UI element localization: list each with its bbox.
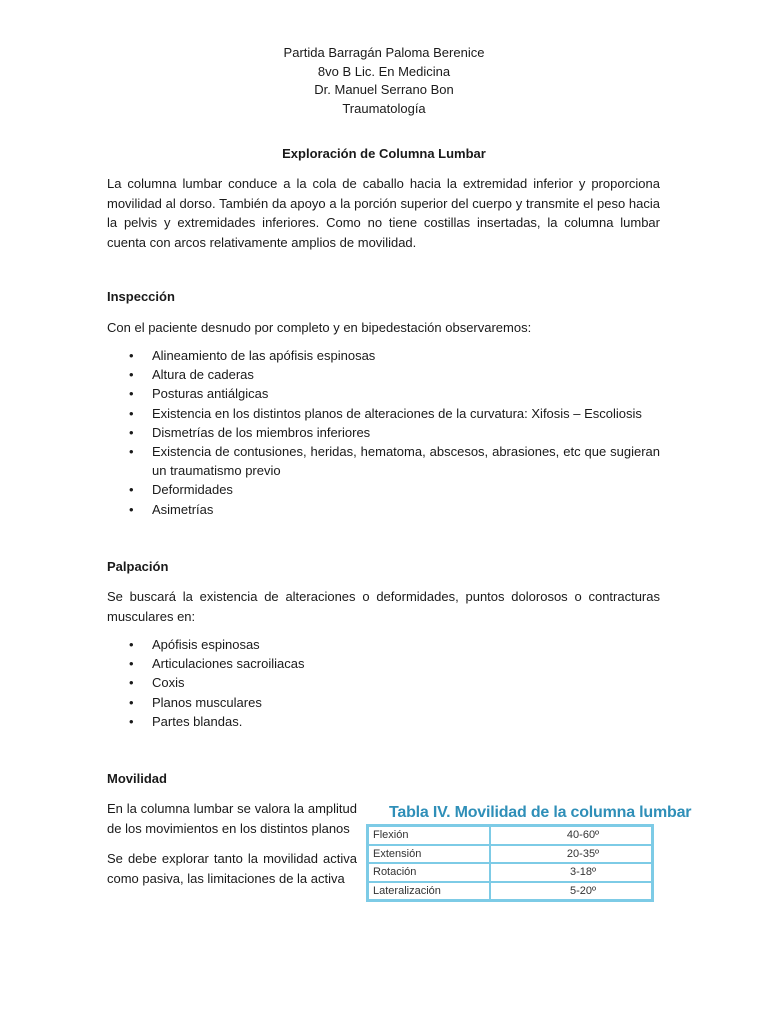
teacher-name: Dr. Manuel Serrano Bon <box>314 82 454 97</box>
list-item: • Articulaciones sacroiliacas <box>107 654 660 673</box>
document-header <box>0 44 768 118</box>
table-row <box>368 863 653 882</box>
inspeccion-text: Con el paciente desnudo por completo y en bipedestación observaremos: <box>107 320 532 335</box>
movilidad-text-2: Se debe explorar tanto la movilidad activa como pasiva, las limitaciones de la activa <box>107 851 357 886</box>
movilidad-text-1: En la columna lumbar se valora la amplitud de los movimientos en los distintos planos <box>107 801 357 836</box>
mobility-table <box>366 824 654 902</box>
movement-cell: Rotación <box>368 863 491 882</box>
table-row <box>368 826 653 845</box>
list-item: • Alineamiento de las apófisis espinosas <box>107 346 660 365</box>
movilidad-heading: Movilidad <box>107 771 167 786</box>
list-item: • Dismetrías de los miembros inferiores <box>107 423 660 442</box>
list-item: • Existencia de contusiones, heridas, hematoma, abscesos, abrasiones, etc que sugieran un traumatismo previo <box>107 442 660 480</box>
movement-cell: Lateralización <box>368 882 491 901</box>
list-item: • Coxis <box>107 673 660 692</box>
table-row <box>368 845 653 864</box>
range-cell: 20-35º <box>490 845 653 864</box>
movement-cell: Extensión <box>368 845 491 864</box>
list-item: • Posturas antiálgicas <box>107 384 660 403</box>
course-name: 8vo B Lic. En Medicina <box>317 63 451 79</box>
inspeccion-heading: Inspección <box>107 289 175 304</box>
document-title: Exploración de Columna Lumbar <box>282 146 486 161</box>
subject-name: Traumatología <box>342 100 426 116</box>
range-cell: 40-60º <box>490 826 653 845</box>
intro-paragraph: La columna lumbar conduce a la cola de caballo hacia la extremidad inferior y proporciona movilidad al dorso. También da apoyo a la porción superior del cuerpo y transmite el peso hacia la pelvis y extremidades inferiores. Como no tiene costillas insertadas, la columna lumbar cuenta con arcos relativamente amplios de movilidad. <box>107 176 660 250</box>
range-cell: 3-18º <box>490 863 653 882</box>
list-item: • Altura de caderas <box>107 365 660 384</box>
table-title: Tabla IV. Movilidad de la columna lumbar <box>389 804 692 821</box>
palpacion-heading: Palpación <box>107 559 169 574</box>
palpacion-list <box>107 635 660 731</box>
list-item: • Existencia en los distintos planos de alteraciones de la curvatura: Xifosis – Escoliosis <box>107 404 660 423</box>
list-item: • Partes blandas. <box>107 712 660 731</box>
range-cell: 5-20º <box>490 882 653 901</box>
list-item: • Apófisis espinosas <box>107 635 660 654</box>
movement-cell: Flexión <box>368 826 491 845</box>
palpacion-text: Se buscará la existencia de alteraciones o deformidades, puntos dolorosos o contracturas musculares en: <box>107 589 660 624</box>
list-item: • Asimetrías <box>107 500 660 519</box>
list-item: • Planos musculares <box>107 693 660 712</box>
inspeccion-list <box>107 346 660 519</box>
author-name: Partida Barragán Paloma Berenice <box>283 45 485 60</box>
table-row <box>368 882 653 901</box>
list-item: • Deformidades <box>107 480 660 499</box>
